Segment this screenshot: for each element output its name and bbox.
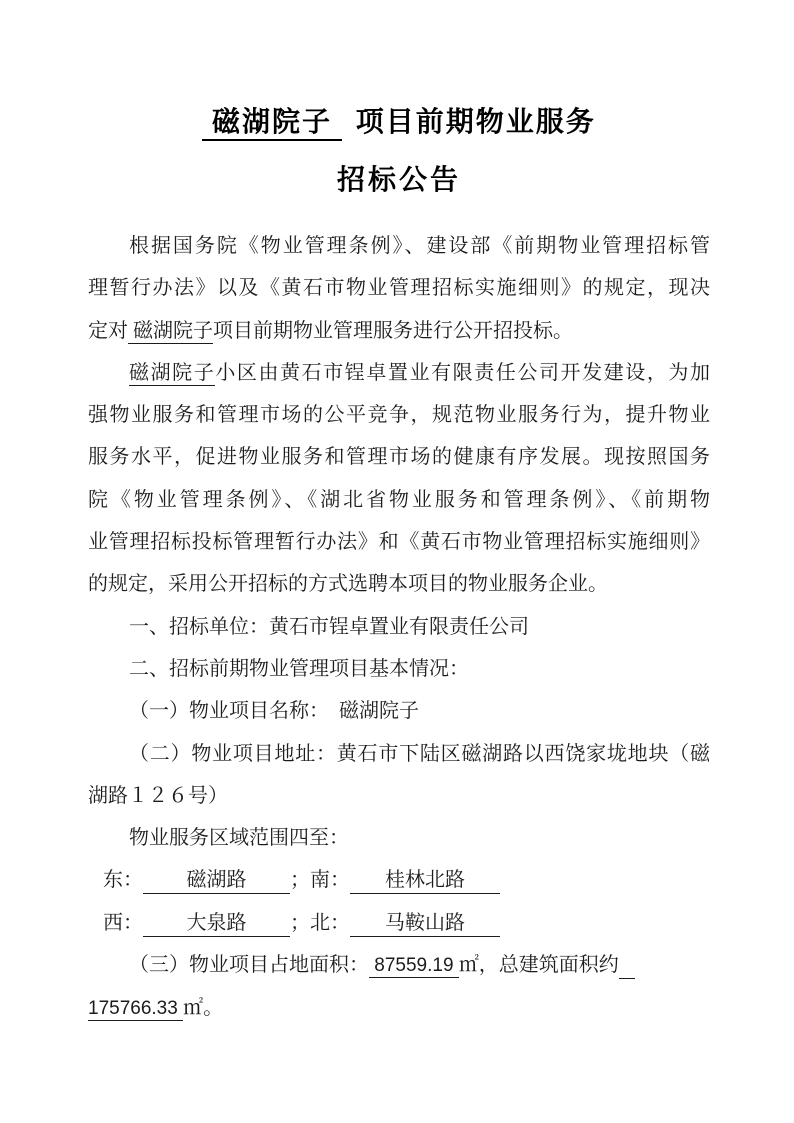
text-line (88, 352, 710, 394)
text-segment: 业管理招标投标管理暂行办法》和《黄石市物业管理招标实施细则》 (88, 531, 710, 554)
text-line (88, 606, 710, 648)
text-segment: ；北： (290, 911, 350, 934)
document-body (88, 225, 710, 1031)
title-suffix-text: 项目前期物业服务 (355, 106, 596, 137)
document-title-line1 (88, 104, 710, 140)
text-line (88, 521, 710, 563)
text-segment: 服务水平，促进物业服务和管理市场的健康有序发展。现按照国务 (88, 446, 710, 469)
text-line (88, 563, 710, 605)
text-segment: 二、招标前期物业管理项目基本情况： (129, 657, 469, 680)
text-line (88, 690, 710, 732)
text-segment: 定对 (88, 319, 128, 342)
text-line (88, 902, 710, 944)
text-segment: 小区由黄石市锃卓置业有限责任公司开发建设，为加 (215, 361, 711, 384)
underlined-text: 87559.19 (369, 955, 459, 977)
text-segment: 强物业服务和管理市场的公平竞争，规范物业服务行为，提升物业 (88, 404, 710, 427)
title-project-name-underlined: 磁湖院子 (202, 106, 342, 141)
text-line (88, 648, 710, 690)
text-segment: 项目前期物业管理服务进行公开招投标。 (213, 319, 573, 342)
document-title-line2: 招标公告 (336, 164, 461, 195)
text-line (88, 859, 710, 901)
text-segment: ㎡。 (183, 997, 224, 1020)
form-blank-underline: 磁湖路 (143, 868, 290, 894)
underlined-text: 磁湖院子 (129, 361, 216, 384)
text-line (88, 987, 710, 1030)
text-segment: 院《物业管理条例》、《湖北省物业服务和管理条例》、《前期物 (88, 488, 710, 511)
text-segment: （一）物业项目名称： 磁湖院子 (129, 700, 419, 723)
underlined-text: 175766.33 (88, 998, 184, 1020)
form-blank-underline: 桂林北路 (350, 868, 500, 894)
text-line (88, 225, 710, 267)
form-blank-underline (619, 953, 635, 979)
text-segment: 物业服务区域范围四至： (129, 827, 349, 850)
text-line (88, 267, 710, 309)
text-line (88, 733, 710, 775)
text-segment: ；南： (290, 869, 350, 892)
text-line (88, 394, 710, 436)
text-line (88, 310, 710, 352)
text-line (88, 944, 710, 987)
text-line (88, 479, 710, 521)
text-segment: （二）物业项目地址：黄石市下陆区磁湖路以西饶家垅地块（磁 (129, 742, 710, 765)
text-segment: （三）物业项目占地面积： (129, 954, 369, 977)
text-segment: 西： (103, 911, 143, 934)
text-segment: 的规定，采用公开招标的方式选聘本项目的物业服务企业。 (88, 573, 608, 596)
text-segment: 一、招标单位：黄石市锃卓置业有限责任公司 (129, 615, 529, 638)
form-blank-underline: 大泉路 (143, 911, 290, 937)
text-line (88, 775, 710, 817)
text-line (88, 436, 710, 478)
text-segment: 理暂行办法》以及《黄石市物业管理招标实施细则》的规定，现决 (88, 277, 710, 300)
form-blank-underline: 马鞍山路 (350, 911, 500, 937)
text-line (88, 817, 710, 859)
text-segment: 湖路１２６号） (88, 784, 228, 807)
text-segment: 东： (103, 869, 143, 892)
text-segment: 根据国务院《物业管理条例》、建设部《前期物业管理招标管 (129, 235, 710, 257)
underlined-text: 磁湖院子 (128, 319, 213, 342)
text-segment: ㎡，总建筑面积约 (458, 954, 619, 977)
